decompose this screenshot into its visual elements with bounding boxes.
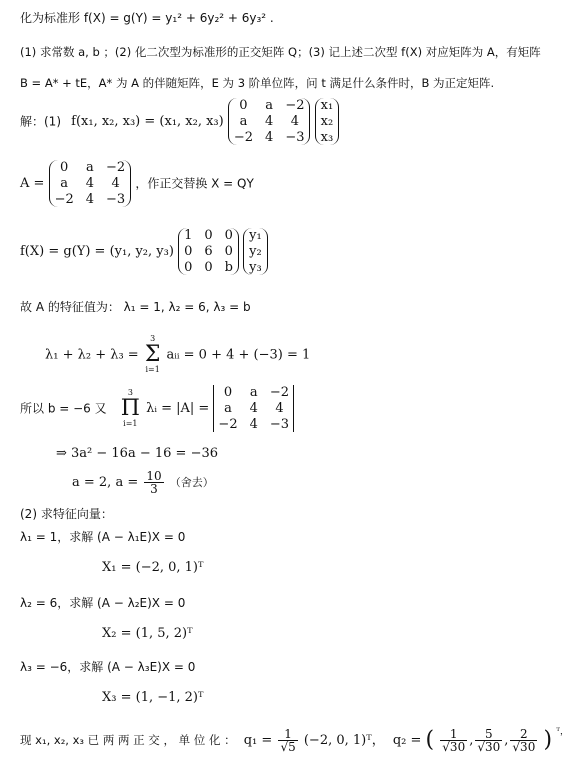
y-column-cell: y₁ — [249, 228, 262, 243]
eigenvector-3: X₃ = (1, −1, 2)ᵀ — [102, 690, 204, 705]
eigenvector-1: X₁ = (−2, 0, 1)ᵀ — [102, 560, 204, 575]
determinant-a-cell: −2 — [218, 417, 238, 432]
eigenvector-2: X₂ = (1, 5, 2)ᵀ — [102, 626, 193, 641]
diagonal-matrix-cell: 0 — [224, 244, 233, 259]
diagonal-matrix-cell: 1 — [184, 228, 193, 243]
q2-component-fraction: $\frac{5}{√30}$ — [477, 727, 501, 754]
normalize-row — [20, 728, 569, 753]
q2-close-paren: ) — [543, 727, 553, 753]
eigen-2-equation: λ₂ = 6，求解 (A − λ₂E)X = 0 — [20, 596, 186, 610]
so-b-text: 所以 b = −6 又 — [20, 401, 107, 416]
matrix-a-copy-cell: 4 — [111, 176, 120, 191]
matrix-a-copy-cell: a — [60, 176, 69, 191]
diagonal-matrix-cell: b — [224, 260, 233, 275]
a-values-row — [72, 470, 214, 495]
determinant-a-cell: a — [249, 385, 258, 400]
q2-component-fraction: $\frac{2}{√30}$ — [512, 727, 536, 754]
x-column-cell: x₃ — [320, 130, 334, 145]
x-column-cell: x₁ — [320, 98, 334, 113]
determinant-a-cell: 0 — [223, 385, 233, 400]
matrix-a — [228, 98, 311, 145]
diagonal-matrix-cell: 0 — [184, 260, 193, 275]
diagonal-matrix-cell: 0 — [224, 228, 233, 243]
determinant-a-cell: 4 — [275, 401, 284, 416]
determinant-a — [213, 385, 294, 432]
determinant-a-cell: 4 — [249, 417, 258, 432]
q2-comma: , — [504, 733, 509, 748]
quadratic-equation: ⇒ 3a² − 16a − 16 = −36 — [56, 446, 218, 461]
discard-note: （舍去） — [169, 476, 214, 489]
q2-fractions — [438, 727, 539, 754]
determinant-a-cell: a — [224, 401, 232, 416]
matrix-a-cell: −2 — [233, 130, 254, 145]
matrix-a-cell: a — [239, 114, 248, 129]
x-column-vector — [315, 98, 340, 145]
matrix-a-copy-cell: −2 — [106, 160, 126, 175]
matrix-a-copy-cell: 4 — [85, 192, 95, 207]
determinant-row — [20, 385, 294, 432]
diagonal-matrix-cell: 0 — [184, 244, 193, 259]
y-column-cell: y₂ — [249, 244, 262, 259]
a-lhs: A = — [20, 176, 45, 191]
matrix-a-cell: 4 — [290, 114, 300, 129]
matrix-a-cell: 4 — [265, 130, 274, 145]
trace-lhs: λ₁ + λ₂ + λ₃ = — [45, 347, 139, 363]
fx-lhs: f(x₁, x₂, x₃) = (x₁, x₂, x₃) — [71, 114, 224, 129]
ten-thirds-fraction: $\frac{10}{3}$ — [146, 469, 162, 496]
matrix-a-cell: 4 — [265, 114, 274, 129]
q2-lhs: q₂ = — [392, 733, 422, 748]
y-column-cell: y₃ — [249, 260, 262, 275]
sum-symbol: 3 Σ i=1 — [144, 334, 161, 374]
fy-lhs: f(X) = g(Y) = (y₁, y₂, y₃) — [20, 244, 174, 259]
orthogonal-transform-text: ，作正交替换 X = QY — [135, 176, 254, 191]
matrix-a-copy — [49, 160, 132, 207]
q1-lhs: q₁ = — [243, 733, 273, 748]
determinant-a-cell: −2 — [269, 385, 290, 400]
a-values: a = 2, a = — [72, 475, 139, 490]
matrix-a-cell: −3 — [285, 130, 305, 145]
intro-line: 化为标准形 f(X) = g(Y) = y₁² + 6y₂² + 6y₃² . — [20, 11, 274, 25]
eigen-3-equation: λ₃ = −6，求解 (A − λ₃E)X = 0 — [20, 660, 196, 674]
matrix-a-cell: 0 — [239, 98, 248, 113]
q1-vector: (−2, 0, 1)ᵀ， — [303, 733, 385, 748]
matrix-a-definition — [20, 160, 254, 207]
normalize-text: 现 x₁, x₂, x₃ 已 两 两 正 交 ， 单 位 化 ： — [20, 732, 236, 747]
matrix-a-copy-cell: a — [85, 160, 94, 175]
matrix-a-cell: −2 — [285, 98, 305, 113]
matrix-a-copy-cell: 0 — [60, 160, 69, 175]
standard-form-row — [20, 228, 268, 275]
product-rhs: λᵢ = |A| = — [146, 401, 210, 416]
eigenvalues-line: 故 A 的特征值为： λ₁ = 1, λ₂ = 6, λ₃ = b — [20, 300, 251, 314]
product-symbol: 3 Π i=1 — [120, 387, 140, 428]
diagonal-matrix-cell: 0 — [204, 260, 213, 275]
matrix-a-copy-cell: −2 — [54, 192, 74, 207]
determinant-a-cell: 4 — [249, 401, 258, 416]
matrix-a-cell: a — [265, 98, 274, 113]
diagonal-matrix-cell: 0 — [204, 228, 213, 243]
x-column-cell: x₂ — [320, 114, 334, 129]
q2-open-paren: ( — [425, 727, 435, 753]
diagonal-matrix-cell: 6 — [204, 244, 213, 259]
question-line-1: (1) 求常数 a, b ；(2) 化二次型为标准形的正交矩阵 Q；(3) 记上述二次型 f(X) 对应矩阵为 A，有矩阵 — [20, 45, 541, 59]
eigen-1-equation: λ₁ = 1，求解 (A − λ₁E)X = 0 — [20, 530, 186, 544]
y-column-vector — [243, 228, 268, 275]
determinant-a-cell: −3 — [269, 417, 290, 432]
matrix-a-copy-cell: −3 — [106, 192, 126, 207]
q2-transpose: ᵀ， — [556, 727, 569, 737]
q2-component-fraction: $\frac{1}{√30}$ — [442, 727, 466, 754]
solution-label: 解：(1) — [20, 114, 61, 129]
question-line-2: B = A* + tE，A* 为 A 的伴随矩阵，E 为 3 阶单位阵，问 t 满足什么条件时，B 为正定矩阵. — [20, 76, 495, 90]
matrix-a-copy-cell: 4 — [85, 176, 95, 191]
q1-fraction: $\frac{1}{√5}$ — [280, 727, 296, 754]
trace-rhs: aᵢᵢ = 0 + 4 + (−3) = 1 — [166, 347, 311, 363]
trace-row — [45, 335, 310, 375]
q2-comma: , — [469, 733, 474, 748]
part-2-heading: (2) 求特征向量： — [20, 507, 113, 521]
diagonal-matrix — [178, 228, 239, 275]
quadratic-form-row — [20, 98, 339, 145]
